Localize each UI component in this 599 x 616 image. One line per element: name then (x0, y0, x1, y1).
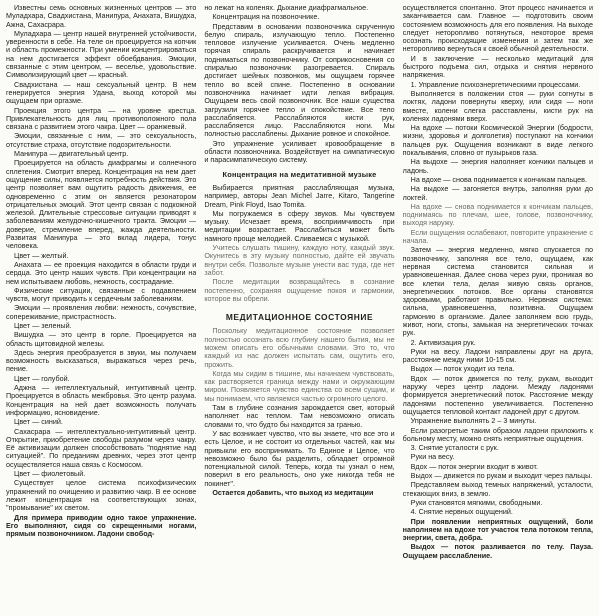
text-column-2 (204, 4, 394, 612)
paragraph: На выдохе — энергия наполняет кончики пальцев и ладонь. (402, 157, 593, 175)
paragraph: На выдохе — загоняется внутрь, заполняя руки до локтей. (402, 184, 593, 202)
paragraph: Концентрация на позвоночнике. (212, 12, 320, 22)
paragraph: осуществляется спонтанно. Этот процесс начинается и заканчивается сам. Главное — подготовить своим состоянием возможность для его появления. На выходе следует неторопливо потянуться, некоторое время осознать происходящие изменения и затем так же неторопливо вернуться к своей обычной деятельности. (402, 4, 593, 54)
paragraph: Руки на весу. (410, 452, 455, 462)
paragraph: Представляем выход темных напряжений, усталости, стекающих вниз, в землю. (402, 480, 593, 498)
paragraph: Выбирается приятная расслабляющая музыка, например, авторы Jean Michel Jarre, Kitaro, Tangerine Dream, Pink Floyd, Isao Tomita. (204, 182, 395, 209)
paragraph: Цвет — фиолетовый. (14, 469, 86, 479)
paragraph: Цвет — голубой. (14, 373, 70, 383)
paragraph: Вишудха — это центр в горле. Проецируется на область щитовидной железы. (6, 330, 197, 348)
paragraph: Мы погружаемся в сферу звуков. Мы чувствуем музыку. Исчезает время, восприимчивость при медитации возрастает. Расслабиться может быть намного проще мелодией. Сливаемся с музыкой. (204, 208, 395, 243)
paragraph: но лежат на коленях. Дыхание диафрагмальное. (204, 4, 369, 12)
paragraph: Руки на весу. Ладони направлены друг на друга, расстояние между ними 10-15 см. (402, 346, 593, 365)
section-heading: Концентрация на медитативной музыке (222, 169, 377, 179)
paragraph: Затем — энергия медленно, мягко спускается по позвоночнику, заполняя все тело, ощущаем, как нервная система становится сильная и уравновешенная. Далее снова через руки, проникая во все клетки тела, делая живую связь органов, энергетических потоков. Все органы становятся здоровыми, работают правильно. Нервная система: сильна, уравновешенна, позитивна. Ощущаем гармонию в организме. Далее заполняем всю грудь, живот, ноги, стопы, замыкая на энергетических точках рук. (402, 245, 593, 338)
paragraph: Эмоции, связанные с ним, — это сексуальность, отсутствие страха, отсутствие подозрительности. (6, 131, 197, 149)
paragraph: 4. Снятие нервных ощущений. (410, 507, 513, 517)
paragraph: Аджна — интеллектуальный, интуитивный центр. Проецируется в область межбровья. Это центр разума. Концентрация на ней дает возможность получать информацию, ясновидение. (6, 383, 197, 417)
paragraph: Это упражнение усиливает кровообращение в области позвоночника. Воздействует на симпатическую и парасимпатическую систему. (204, 138, 395, 165)
paragraph: Остается добавить, что выход из медитации (212, 488, 374, 498)
paragraph: У вас возникает чувство, что вы знаете, что все это и есть Целое, и не состоит из отдельных частей, как мы привыкли его воспринимать. То Единое и Целое, что невозможно было бы разделить, обладает огромной потенциальной силой. Теперь, когда ты узнал о нем, поверил в его реальность, оно уже никогда тебя не покинет". (204, 428, 395, 488)
paragraph: Существует целое система психофизических упражнений по очищению и развитию чакр. В ее основе лежит концентрация на соответствующих зонах, "промывание" их светом. (6, 478, 197, 513)
paragraph: Сахасрара — интеллектуально-интуитивный центр. Открытие, приобретение свободы разумом через чакру. Её активизации должен способствовать "поднятие над ситуацией". По преданиям древних, через этот центр осуществляется наша связь с Космосом. (6, 426, 197, 469)
paragraph: Выдох — движется по рукам и выходит через пальцы. (410, 471, 593, 481)
paragraph: После медитации возвращайтесь в сознание постепенно, сохраняя ощущение покоя и гармонии, которое вы обрели. (204, 277, 395, 303)
section-heading: МЕДИТАЦИОННОЕ СОСТОЯНИЕ (225, 312, 374, 323)
paragraph: Физические ситуации, связанные с подавлением чувств, могут приводить к сердечным заболеваниям. (6, 285, 197, 304)
paragraph: Руки становятся мягкими, свободными. (410, 497, 543, 507)
text-column-3 (403, 4, 593, 612)
paragraph: Манипура — двигательный центр. (14, 149, 129, 159)
paragraph: Выполняется в положении стоя — руки согнуты в локтях, ладони повернуты кверху, или сидя — ноги вместе, колени слегка расставлены, кисти рук на коленях ладонями вверх. (402, 88, 593, 123)
paragraph: Анахата — ее проекция находится в области груди и сердца. Это центр наших чувств. При концентрации на нем испытываем любовь, нежность, сострадание. (6, 259, 197, 286)
paragraph: Вдох — поток энергии входит в живот. (410, 461, 538, 471)
paragraph: Известны семь основных жизненных центров — это Муладхара, Свадхистана, Манипура, Анахата, Вишудха, Ажна, Сахасрара. (6, 4, 197, 29)
paragraph: 3. Снятие усталости с рук. (410, 443, 499, 453)
paragraph: Здесь энергия преобразуется в звуки, мы получаем возможность высказаться, выражаться через речь, пение. (6, 347, 197, 374)
paragraph: Для примера приводим одно такое упражнение. Его выполняют, сидя со скрещенными ногами, прямым позвоночником. Ладони свобод- (6, 512, 197, 539)
paragraph: Цвет — желтый. (14, 250, 69, 260)
paragraph: На вдохе — снова поднимается к кончикам пальцев. (410, 174, 587, 184)
paragraph: Муладхара — центр нашей внутренней устойчивости, уверенности в себе. На теле он проецируется на копчик и область промежности. При умении концентрироваться на нем достигается эффект обоебдвания. Эмоции, связанные с этим центром, — веселье, удовольствие. Символизирующий цвет — красный. (6, 28, 197, 80)
paragraph: Цвет — синий. (14, 417, 63, 427)
paragraph: 2. Активизация рук. (410, 337, 476, 347)
paragraph: Там в глубине сознания зарождается свет, который наполняет нас теплом. Там невозможно описать словами то, что будто бы находится за гранью. (204, 403, 395, 429)
paragraph: На вдохе — снова поднимается к кончикам пальцев, поднимаясь по плечам, шее, голове, позвоночнику, выходя наружу. (402, 201, 593, 228)
paragraph: Свадхистана — наш сексуальный центр. В нем генерируется энергия Удана, выход которой мы ощущаем при оргазме. (6, 79, 197, 106)
paragraph: Проекция этого центра — на уровне крестца. Привлекательность для лиц противоположного пола связана с развитием этого чакра. Цвет — оранжевый. (6, 105, 197, 132)
paragraph: Если разогретые таким образом ладони приложить к больному месту, можно снять неприятные ощущения. (402, 425, 593, 443)
paragraph: Выдох — поток уходит из тела. (410, 364, 515, 374)
paragraph: Если ощущения ослабевают, повторите упражнение с начала. (402, 227, 593, 246)
paragraph: Эмоции — проявления любви: нежность, сочувствие, сопереживание, пристрастность. (6, 303, 197, 321)
paragraph: И в заключение — несколько медитаций для быстрого подъема сил, отдыха и снятия нервного напряжения. (402, 53, 593, 80)
paragraph: Учитесь слушать тишину, каждую ноту, каждый звук. Окунитесь в эту музыку полностью, дайте ей звучать внутри себя. Позвольте музыке унести вас туда, где нет забот. (204, 243, 395, 277)
paragraph: На вдохе — потоки Космической Энергии (бодрости, жизни, здоровья и долголетия) поступают на кончики пальцев рук. Ощущения возникают в виде легкого покалывания, словно от пузырьков газа. (402, 123, 593, 158)
paragraph: Проецируется на область диафрагмы и солнечного сплетения. Смотрит вперед. Концентрация на нем дает ощущение силы, появляется потребность действия. Это центр позволяет вам ощутить радость движения, ее одновременно с этим он является резонатором отрицательных эмоций. Этот центр связан с подкожной железой. Длительные стрессовые ситуации приводят к заболеваниям желудочно-кишечного тракта. Эмоции — доверие, стремление вперед, жажда деятельности. Развитая Манипура — это вклад лидера, тонус человека. (6, 158, 197, 251)
text-column-1 (6, 4, 196, 612)
paragraph: Вдох — поток движется по телу, рукам, выходит наружу через центр ладони. Между ладонями формируется энергетический поток. Расстояние между ладонями постепенно увеличивается. Постепенно ощущается тепловой контакт ладоней друг с другом. (402, 373, 593, 416)
paragraph: Упражнение выполнять 2 – 3 минуты. (410, 416, 537, 426)
paragraph: Поскольку медитационное состояние позволяет полностью осознать всю глубину нашего бытия, мы не можем описать его обычными словами. Это то, что каждый из нас должен испытать сам, ощутить его, прожить. (204, 326, 395, 369)
paragraph: При появлении неприятных ощущений, боли наполняем на вдохе тот участок тела потоком тепла, энергии, света, добра. (402, 516, 593, 543)
paragraph: Цвет — зеленый. (14, 320, 72, 330)
paragraph: Представим в основании позвоночника скрученную белую спираль, излучающую тепло. Постепенно тепловое излучение усиливается. Очень медленно горячая спираль раскручивается и начинает подниматься по позвоночнику. От соприкосновения со спиралью позвоночник разогревается. Спираль достигает шейных позвонков, мы ощущаем горячее тепло во всей спине. Постепенно в основании позвоночника начинает идти легкая вибрация. Ощущаем весь свой позвоночник. Все наши существа загрузили горячее тепло и спокойствие. Все тело расслабляется. Расслабляются кисти рук, расслабляется лицо. Расслабляются ноги. Мы полностью расслаблены. Дыхание ровное и спокойное. (204, 21, 395, 139)
paragraph: 1. Управление психоэнергетическими процессами. (410, 79, 581, 89)
paragraph: Выдох — поток разливается по телу. Пауза. Ощущаем расслабление. (402, 542, 593, 560)
paragraph: Когда мы сидим в тишине, мы начинаем чувствовать, как растворяется граница между нами и окружающим миром. Появляется чувство единства со всем сущим, и мы понимаем, что являемся частью огромного целого. (204, 368, 395, 403)
